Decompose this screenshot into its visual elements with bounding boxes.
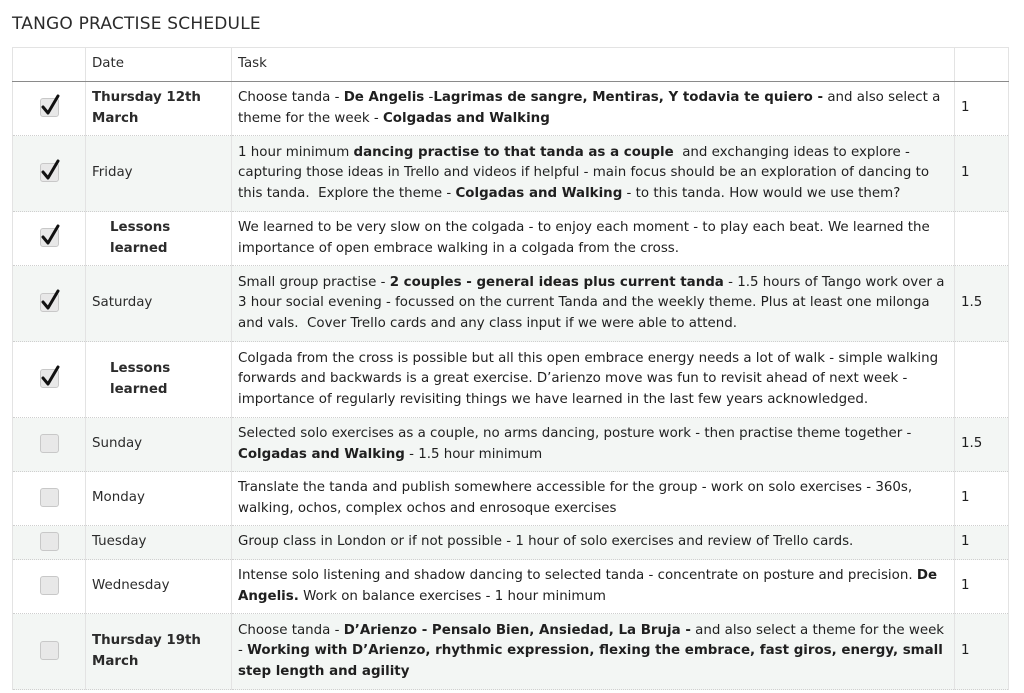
column-header-check bbox=[13, 48, 86, 82]
row-hours: 1 bbox=[955, 526, 1009, 560]
schedule-table bbox=[12, 47, 1009, 690]
checked-checkbox[interactable] bbox=[40, 98, 59, 117]
row-date: Monday bbox=[86, 472, 232, 526]
row-checkbox-cell bbox=[13, 342, 86, 418]
row-checkbox-cell bbox=[13, 560, 86, 614]
checkmark-icon bbox=[40, 93, 60, 117]
task-bold-text: De Angelis. bbox=[238, 568, 942, 604]
column-header-hours bbox=[955, 48, 1009, 82]
task-text: Colgada from the cross is possible but all this open embrace energy needs a lot of walk - simple walking forwards and backwards is a great exercise. D’arienzo move was fun to revisit ahead of next week - importance of regularly revisiting things we have learned in the last few years acknowledged. bbox=[238, 350, 943, 407]
row-task bbox=[232, 266, 955, 342]
row-task bbox=[232, 526, 955, 560]
task-text: and exchanging ideas to explore - capturing those ideas in Trello and videos if helpful - main focus should be an exploration of dancing to this tanda. Explore the theme - bbox=[238, 144, 934, 201]
task-text: - 1.5 hours of Tango work over a 3 hour social evening - focussed on the current Tanda and the weekly theme. Plus at least one milonga and vals. Cover Trello cards and any class input if we were able to attend. bbox=[238, 274, 949, 331]
row-hours: 1.5 bbox=[955, 418, 1009, 472]
row-task bbox=[232, 136, 955, 212]
column-header-task[interactable]: Task bbox=[232, 48, 955, 82]
row-date: Thursday 12th March bbox=[86, 82, 232, 136]
row-checkbox-cell bbox=[13, 82, 86, 136]
task-bold-text: Colgadas and Walking bbox=[238, 446, 405, 462]
task-bold-text: dancing practise to that tanda as a couple bbox=[353, 144, 674, 160]
table-row bbox=[13, 212, 1009, 266]
task-text: - to this tanda. How would we use them? bbox=[622, 185, 901, 201]
task-bold-text: Lagrimas de sangre, Mentiras, Y todavia te quiero - bbox=[433, 90, 824, 105]
task-text: - 1.5 hour minimum bbox=[404, 446, 543, 462]
checkmark-icon bbox=[40, 288, 60, 312]
row-task bbox=[232, 614, 955, 690]
row-checkbox-cell bbox=[13, 614, 86, 690]
table-row bbox=[13, 136, 1009, 212]
unchecked-checkbox[interactable] bbox=[40, 434, 59, 453]
task-text: Intense solo listening and shadow dancing to selected tanda - concentrate on posture and precision. bbox=[238, 568, 917, 583]
table-row bbox=[13, 82, 1009, 136]
task-text: - bbox=[424, 90, 434, 105]
row-task bbox=[232, 342, 955, 418]
task-bold-text: De Angelis bbox=[343, 90, 425, 105]
table-row bbox=[13, 342, 1009, 418]
unchecked-checkbox[interactable] bbox=[40, 532, 59, 551]
checked-checkbox[interactable] bbox=[40, 293, 59, 312]
table-row bbox=[13, 266, 1009, 342]
row-task bbox=[232, 82, 955, 136]
table-row bbox=[13, 418, 1009, 472]
checkmark-icon bbox=[40, 158, 60, 182]
checked-checkbox[interactable] bbox=[40, 228, 59, 247]
task-text: Group class in London or if not possible - 1 hour of solo exercises and review of Trello cards. bbox=[238, 534, 854, 550]
row-hours: 1 bbox=[955, 472, 1009, 526]
unchecked-checkbox[interactable] bbox=[40, 576, 59, 595]
page-title: TANGO PRACTISE SCHEDULE bbox=[12, 14, 261, 34]
column-header-date[interactable]: Date bbox=[86, 48, 232, 82]
row-hours: 1.5 bbox=[955, 266, 1009, 342]
row-hours bbox=[955, 212, 1009, 266]
task-text: 1 hour minimum bbox=[238, 144, 354, 160]
checked-checkbox[interactable] bbox=[40, 369, 59, 388]
task-text: and also select a theme for the week - bbox=[238, 90, 945, 126]
task-bold-text: 2 couples - general ideas plus current tanda bbox=[389, 274, 724, 290]
table-row bbox=[13, 472, 1009, 526]
task-text: Selected solo exercises as a couple, no arms dancing, posture work - then practise theme together - bbox=[238, 426, 916, 441]
table-row bbox=[13, 526, 1009, 560]
task-text: Small group practise - bbox=[238, 274, 390, 290]
table-row bbox=[13, 560, 1009, 614]
row-checkbox-cell bbox=[13, 212, 86, 266]
task-text: and also select a theme for the week - bbox=[238, 622, 949, 659]
row-date: Wednesday bbox=[86, 560, 232, 614]
task-text: Choose tanda - bbox=[238, 90, 344, 105]
row-task bbox=[232, 560, 955, 614]
task-bold-text: Working with D’Arienzo, rhythmic expression, flexing the embrace, fast giros, energy, small step length and agility bbox=[238, 643, 948, 679]
row-hours: 1 bbox=[955, 82, 1009, 136]
row-hours bbox=[955, 342, 1009, 418]
row-checkbox-cell bbox=[13, 136, 86, 212]
row-hours: 1 bbox=[955, 560, 1009, 614]
row-checkbox-cell bbox=[13, 472, 86, 526]
row-task bbox=[232, 472, 955, 526]
checkmark-icon bbox=[40, 364, 60, 388]
row-task bbox=[232, 418, 955, 472]
table-row bbox=[13, 614, 1009, 690]
row-checkbox-cell bbox=[13, 266, 86, 342]
lessons-learned-label: Lessons learned bbox=[86, 342, 232, 418]
lessons-learned-label: Lessons learned bbox=[86, 212, 232, 266]
row-task bbox=[232, 212, 955, 266]
row-date: Tuesday bbox=[86, 526, 232, 560]
task-text: Work on balance exercises - 1 hour minimum bbox=[298, 588, 606, 604]
checkmark-icon bbox=[40, 223, 60, 247]
task-text: We learned to be very slow on the colgada - to enjoy each moment - to play each beat. We learned the importance of open embrace walking in a colgada from the cross. bbox=[238, 220, 935, 256]
unchecked-checkbox[interactable] bbox=[40, 641, 59, 660]
unchecked-checkbox[interactable] bbox=[40, 488, 59, 507]
row-hours: 1 bbox=[955, 614, 1009, 690]
row-checkbox-cell bbox=[13, 526, 86, 560]
row-checkbox-cell bbox=[13, 418, 86, 472]
task-bold-text: D’Arienzo - Pensalo Bien, Ansiedad, La Bruja - bbox=[343, 622, 691, 638]
row-date: Saturday bbox=[86, 266, 232, 342]
row-date: Thursday 19th March bbox=[86, 614, 232, 690]
row-date: Friday bbox=[86, 136, 232, 212]
task-bold-text: Colgadas and Walking bbox=[382, 110, 550, 126]
checked-checkbox[interactable] bbox=[40, 163, 59, 182]
task-text: Choose tanda - bbox=[238, 622, 344, 638]
task-bold-text: Colgadas and Walking bbox=[455, 185, 623, 201]
row-hours: 1 bbox=[955, 136, 1009, 212]
header-row bbox=[13, 48, 1009, 82]
task-text: Translate the tanda and publish somewhere accessible for the group - work on solo exercises - 360s, walking, ochos, complex ochos and enrosoque exercises bbox=[238, 480, 917, 516]
row-date: Sunday bbox=[86, 418, 232, 472]
